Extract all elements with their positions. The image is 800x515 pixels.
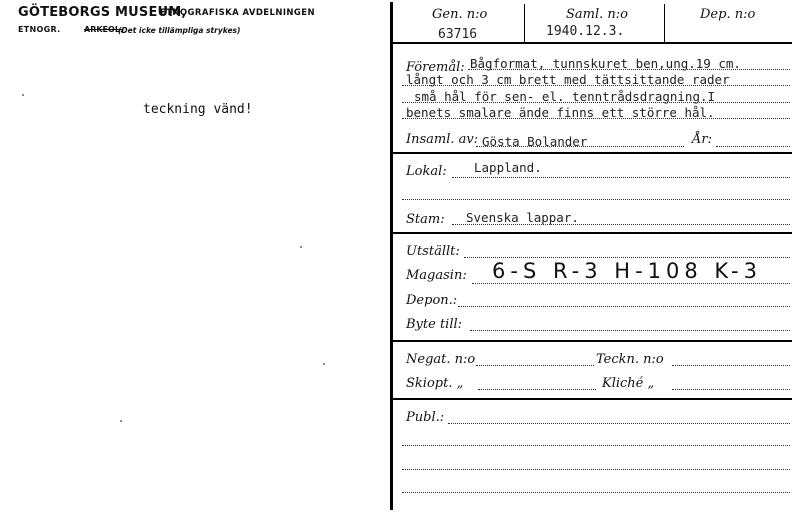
foremal-line-3: små hål för sen- el. tenntrådsdragning.I: [414, 89, 716, 104]
section-rule-4: [392, 398, 792, 400]
byte-rule: [470, 330, 790, 331]
publ-rule-4: [402, 492, 790, 493]
stam-rule: [452, 224, 790, 225]
foremal-line-2: långt och 3 cm brett med tättsittande rader: [406, 72, 730, 87]
gen-label: Gen. n:o: [432, 7, 488, 22]
publ-label: Publ.:: [406, 410, 445, 425]
etnogr-label: ETNOGR.: [18, 25, 61, 34]
lokal-rule-2: [402, 199, 790, 200]
foremal-line-4: benets smalare ände finns ett större hål.: [406, 105, 715, 120]
strike-note: (Det icke tillämpliga strykes): [118, 26, 241, 35]
side-note: teckning vänd!: [143, 102, 253, 117]
publ-rule-1: [448, 423, 790, 424]
section-rule-3: [392, 340, 792, 342]
header-bottom-rule: [392, 42, 792, 44]
magasin-rule: [472, 283, 790, 284]
depon-rule: [458, 306, 790, 307]
negat-rule: [476, 365, 594, 366]
insaml-rule: [476, 146, 684, 147]
arkeol-label: ARKEOL.: [84, 25, 123, 34]
section-rule-2: [392, 232, 792, 234]
publ-rule-2: [402, 445, 790, 446]
header-divider-2: [664, 4, 665, 42]
insaml-value: Gösta Bolander: [482, 134, 588, 149]
speck: [300, 246, 302, 248]
stam-label: Stam:: [406, 212, 445, 227]
foremal-rule-3: [402, 102, 790, 103]
magasin-label: Magasin:: [406, 268, 467, 283]
header-divider-1: [524, 4, 525, 42]
foremal-rule-1: [468, 69, 790, 70]
teckn-label: Teckn. n:o: [596, 352, 664, 367]
publ-rule-3: [402, 469, 790, 470]
negat-label: Negat. n:o: [406, 352, 476, 367]
ar-label: År:: [692, 132, 712, 147]
foremal-rule-4: [402, 118, 790, 119]
lokal-value: Lappland.: [474, 160, 542, 175]
foremal-rule-2: [402, 85, 790, 86]
kliche-rule: [672, 389, 790, 390]
skiopt-rule: [478, 389, 596, 390]
byte-label: Byte till:: [406, 317, 463, 332]
department-name: ETNOGRAFISKA AVDELNINGEN: [160, 8, 316, 18]
foremal-label: Föremål:: [406, 60, 465, 75]
saml-label: Saml. n:o: [566, 7, 628, 22]
magasin-value: 6-S R-3 H-108 K-3: [492, 259, 762, 283]
speck: [323, 363, 325, 365]
section-rule-1: [392, 152, 792, 154]
teckn-rule: [672, 365, 790, 366]
card-left-border: [390, 2, 393, 510]
lokal-rule: [452, 177, 790, 178]
foremal-line-1: Bågformat, tunnskuret ben,ung.19 cm.: [470, 56, 741, 71]
stam-value: Svenska lappar.: [466, 210, 579, 225]
lokal-label: Lokal:: [406, 164, 447, 179]
utstallt-rule: [464, 257, 790, 258]
dep-label: Dep. n:o: [700, 7, 756, 22]
saml-value: 1940.12.3.: [546, 24, 625, 39]
gen-value: 63716: [438, 27, 478, 42]
kliche-label: Kliché „: [602, 376, 655, 391]
speck: [120, 420, 122, 422]
utstallt-label: Utställt:: [406, 244, 460, 259]
skiopt-label: Skiopt. „: [406, 376, 464, 391]
speck: [22, 94, 24, 96]
ar-rule: [716, 146, 790, 147]
insaml-label: Insaml. av:: [406, 132, 479, 147]
museum-name: GÖTEBORGS MUSEUM,: [18, 5, 187, 20]
depon-label: Depon.:: [406, 293, 458, 308]
